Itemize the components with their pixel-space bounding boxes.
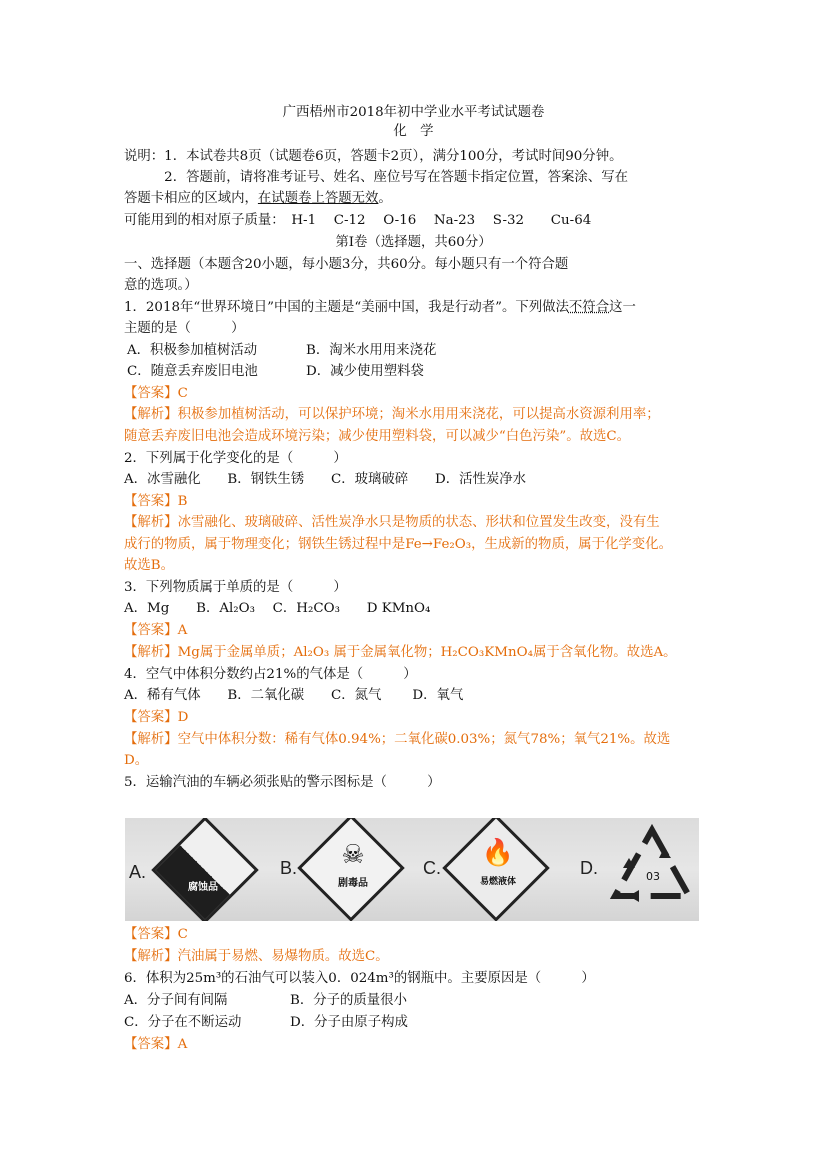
q5-label-a: A. [129,862,147,882]
q4-options: A．稀有气体 B．二氧化碳 C．氮气 D．氧气 [124,688,464,703]
answer-tag: 【答案】 [124,386,178,401]
q1-analysis-text-1: 积极参加植树活动，可以保护环境；淘米水用用来浇花，可以提高水资源利用率； [177,407,660,422]
q1-stem-2: 主题的是（ ） [124,321,245,336]
q1-stem [124,299,636,317]
corrosive-sign-icon [151,818,258,921]
q6-answer-value: A [177,1037,188,1052]
instruction-3-a: 答题卡相应的区域内， [124,191,258,206]
flame-icon: 🔥 [481,838,515,868]
analysis-tag: 【解析】 [124,645,178,660]
q2-answer-value: B [177,494,188,509]
q5-sign-c-text: 易燃液体 [479,877,516,887]
q4-stem: 4．空气中体积分数约占21%的气体是（ ） [124,667,417,682]
q5-analysis-text: 汽油属于易燃、易爆物质。故选C。 [177,949,389,964]
q2-analysis-2: 成行的物质，属于物理变化；钢铁生锈过程中是Fe→Fe₂O₃，生成新的物质，属于化学变化。 [124,537,672,552]
q5-stem: 5．运输汽油的车辆必须张贴的警示图标是（ ） [124,775,441,790]
q4-analysis-2: D。 [124,753,149,768]
q3-analysis [124,644,677,662]
q2-analysis-1 [124,514,660,532]
answer-tag: 【答案】 [124,927,178,942]
instruction-2: 2．答题前，请将准考证号、姓名、座位号写在答题卡指定位置，答案涂、写在 [124,170,628,185]
instruction-3 [124,190,392,208]
recycle-icon [609,824,695,914]
hazard-signs-photo [125,818,699,921]
q1-option-d: D．减少使用塑料袋 [306,364,424,379]
q6-stem: 6．体积为25m³的石油气可以装入0．024m³的钢瓶中。主要原因是（ ） [124,971,595,986]
instruction-3-c: 。 [378,191,392,206]
answer-tag: 【答案】 [124,1037,178,1052]
q5-sign-b-text: 剧毒品 [338,878,368,889]
q6-option-c: C．分子在不断运动 [124,1015,242,1030]
instruction-1: 说明：1．本试卷共8页（试题卷6页，答题卡2页），满分100分，考试时间90分钟。 [124,149,623,164]
q3-answer [124,622,187,640]
q6-answer [124,1036,187,1054]
q3-analysis-text: Mg属于金属单质；Al₂O₃ 属于金属氧化物；H₂CO₃KMnO₄属于含氧化物。故选A。 [177,645,677,660]
analysis-tag: 【解析】 [124,949,178,964]
q5-answer-value: C [177,927,188,942]
exam-subject: 化 学 [393,124,434,139]
q5-analysis [124,948,389,966]
q1-answer-value: C [177,386,188,401]
q6-option-b: B．分子的质量很小 [290,993,407,1008]
section-heading-a: 一、选择题（本题含20小题，每小题3分，共60分。每小题只有一个符合题 [124,257,569,272]
q2-answer [124,493,187,511]
q3-answer-value: A [177,623,188,638]
part1-title: 第Ⅰ卷（选择题，共60分） [335,235,492,250]
q5-sign-a-text: 腐蚀品 [188,882,218,893]
q4-analysis-1 [124,731,670,749]
analysis-tag: 【解析】 [124,732,178,747]
q1-stem-emph: 不符合 [568,300,610,315]
q1-answer [124,385,188,403]
q1-option-b: B．淘米水用用来浇花 [306,343,437,358]
q5-label-c: C. [423,858,441,878]
q2-analysis-3: 故选B。 [124,558,175,573]
q4-answer [124,709,188,727]
q1-option-c: C．随意丢弃废旧电池 [127,364,258,379]
q6-option-d: D．分子由原子构成 [290,1015,408,1030]
q1-analysis-1 [124,406,660,424]
q1-option-a: A．积极参加植树活动 [127,343,258,358]
answer-tag: 【答案】 [124,710,178,725]
answer-tag: 【答案】 [124,494,178,509]
answer-tag: 【答案】 [124,623,178,638]
atomic-masses: 可能用到的相对原子质量： H-1 C-12 O-16 Na-23 S-32 Cu-64 [124,213,592,228]
q1-stem-a: 1．2018年“世界环境日”中国的主题是“美丽中国，我是行动者”。下列做法 [124,300,569,315]
q5-label-d: D. [580,858,598,878]
q2-analysis-text-1: 冰雪融化、玻璃破碎、活性炭净水只是物质的状态、形状和位置发生改变，没有生 [177,515,660,530]
flammable-sign-icon [442,818,549,921]
q2-stem: 2．下列属于化学变化的是（ ） [124,451,347,466]
q5-answer [124,926,188,944]
analysis-tag: 【解析】 [124,515,178,530]
q1-stem-c: 这一 [609,300,636,315]
q3-stem: 3．下列物质属于单质的是（ ） [124,580,347,595]
skull-icon: ☠ [341,840,365,870]
analysis-tag: 【解析】 [124,407,178,422]
q6-option-a: A．分子间有间隔 [124,993,228,1008]
q5-label-b: B. [280,858,298,878]
q5-sign-d-text: 03 [646,870,660,883]
section-heading-b: 意的选项。） [124,278,198,293]
q3-options: A．Mg B．Al₂O₃ C．H₂CO₃ D KMnO₄ [124,601,431,616]
q4-answer-value: D [177,710,189,725]
exam-title: 广西梧州市2018年初中学业水平考试试题卷 [282,105,545,120]
q2-options: A．冰雪融化 B．钢铁生锈 C．玻璃破碎 D．活性炭净水 [124,472,527,487]
instruction-3-underlined: 在试题卷上答题无效 [257,191,379,206]
q4-analysis-text-1: 空气中体积分数：稀有气体0.94%；二氧化碳0.03%；氮气78%；氧气21%。故选 [177,732,671,747]
q1-analysis-2: 随意丢弃废旧电池会造成环境污染；减少使用塑料袋，可以减少“白色污染”。故选C。 [124,429,630,444]
